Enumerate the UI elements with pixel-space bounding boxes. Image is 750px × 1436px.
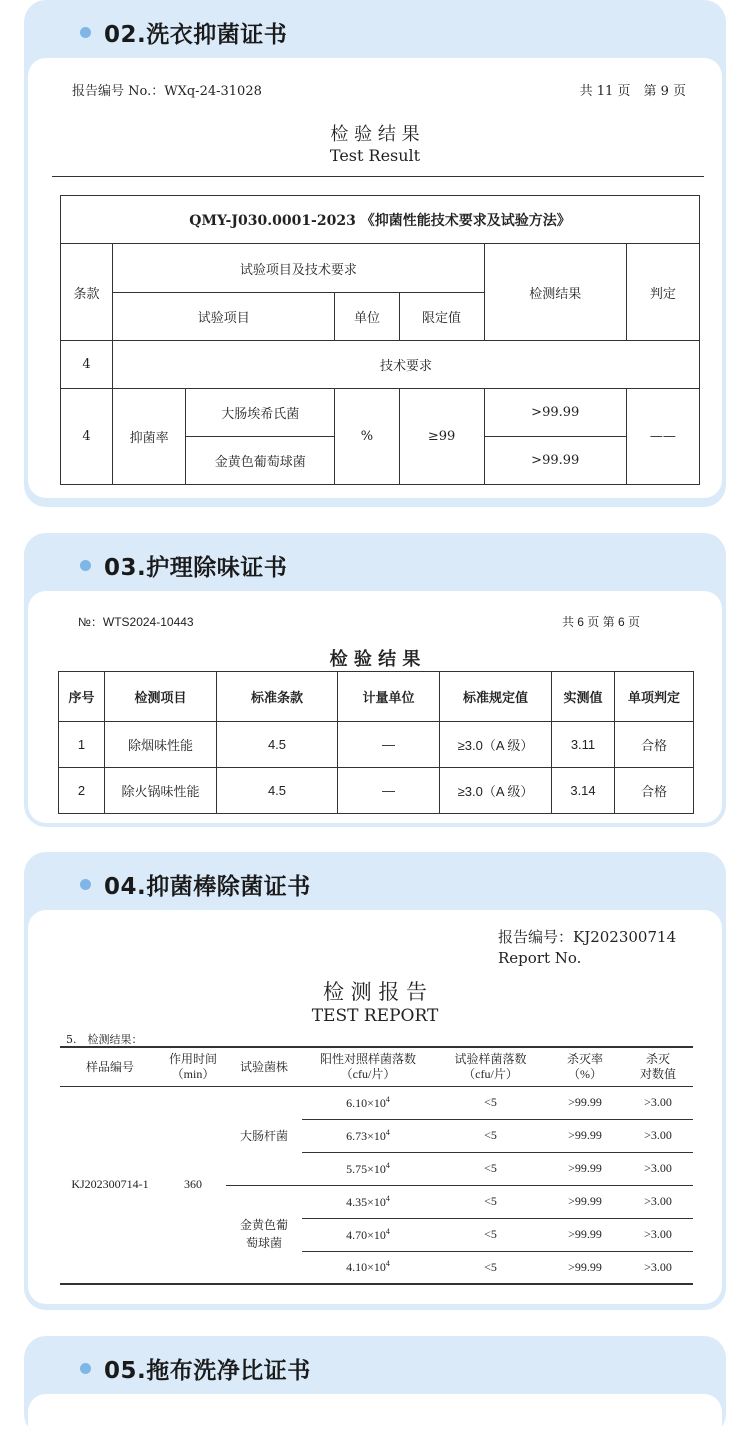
cell: ≥3.0（A 级） — [440, 722, 552, 768]
cell: — — [338, 768, 440, 814]
kill-rate: >99.99 — [547, 1086, 623, 1119]
exponent: 4 — [385, 1094, 390, 1104]
cell: 4.5 — [217, 768, 338, 814]
header-judgement: 判定 — [626, 244, 699, 341]
standard-title: QMY-J030.0001-2023 《抑菌性能技术要求及试验方法》 — [61, 196, 700, 244]
header-sample: 样品编号 — [85, 1060, 134, 1075]
kill-rate: >99.99 — [547, 1185, 623, 1218]
section-03-title: 03.护理除味证书 — [104, 555, 288, 581]
section-label: 5. 检测结果： — [66, 1033, 143, 1046]
header-time-line1: 作用时间 — [168, 1051, 217, 1066]
cell: 除烟味性能 — [105, 722, 217, 768]
test-count: <5 — [434, 1185, 547, 1218]
heading-divider — [52, 176, 704, 177]
section-04-document — [28, 910, 722, 1304]
header-cell: 标准条款 — [217, 672, 338, 722]
header-item: 试验项目 — [113, 293, 335, 341]
control-count — [302, 1119, 434, 1152]
header-control-line1: 阳性对照样菌落数 — [319, 1051, 416, 1066]
test-count: <5 — [434, 1218, 547, 1251]
exponent: 4 — [385, 1193, 390, 1203]
report-number: 报告编号 No.：WXq-24-31028 — [72, 84, 262, 99]
control-count — [302, 1218, 434, 1251]
kill-rate: >99.99 — [547, 1152, 623, 1185]
cell: 除火锅味性能 — [105, 768, 217, 814]
kill-log: >3.00 — [623, 1251, 693, 1284]
control-count — [302, 1086, 434, 1119]
kill-log: >3.00 — [623, 1185, 693, 1218]
header-cell: 计量单位 — [338, 672, 440, 722]
exponent: 4 — [385, 1127, 390, 1137]
heading-en: Test Result — [329, 146, 421, 165]
header-result: 检测结果 — [484, 244, 626, 341]
header-limit: 限定值 — [399, 293, 484, 341]
table-header-row — [59, 672, 694, 722]
table-row — [60, 1086, 693, 1119]
page-count: 共 11 页 第 9 页 — [579, 84, 686, 99]
row2-item: 抑菌率 — [113, 389, 186, 485]
deodorization-result-table — [58, 671, 694, 814]
table-header-row — [60, 1048, 693, 1086]
header-control-line2: （cfu/片） — [340, 1066, 396, 1081]
row2-limit: ≥99 — [399, 389, 484, 485]
header-kill-line2: （%） — [568, 1066, 602, 1081]
header-strain: 试验菌株 — [239, 1060, 288, 1075]
control-count — [302, 1185, 434, 1218]
bullet-dot-icon — [80, 1363, 91, 1374]
cell: 合格 — [615, 722, 694, 768]
control-value: 6.10×10 — [346, 1095, 386, 1110]
bullet-dot-icon — [80, 560, 91, 571]
cell: 1 — [59, 722, 105, 768]
cell: 4.5 — [217, 722, 338, 768]
row2-strain-2: 金黄色葡萄球菌 — [186, 437, 335, 485]
cell: 2 — [59, 768, 105, 814]
control-count — [302, 1251, 434, 1284]
cell: 3.11 — [552, 722, 615, 768]
strain-ecoli: 大肠杆菌 — [226, 1086, 302, 1185]
section-02-document — [28, 58, 722, 498]
kill-rate: >99.99 — [547, 1251, 623, 1284]
header-cell: 单项判定 — [615, 672, 694, 722]
control-value: 4.35×10 — [346, 1194, 386, 1209]
header-log-line1: 杀灭 — [645, 1051, 670, 1066]
action-time: 360 — [160, 1086, 226, 1284]
cell: 3.14 — [552, 768, 615, 814]
header-cell: 序号 — [59, 672, 105, 722]
header-kill-line1: 杀灭率 — [566, 1051, 603, 1066]
row2-unit: % — [335, 389, 399, 485]
section-02-title: 02.洗衣抑菌证书 — [104, 22, 288, 48]
exponent: 4 — [385, 1259, 390, 1269]
strain-staph-line1: 金黄色葡 — [239, 1218, 288, 1233]
section-04-title: 04.抑菌棒除菌证书 — [104, 874, 311, 900]
test-count: <5 — [434, 1119, 547, 1152]
heading-cn: 检 验 结 果 — [329, 649, 421, 670]
header-test-line1: 试验样菌落数 — [454, 1051, 527, 1066]
row2-judgement: —— — [626, 389, 699, 485]
page-count: 共 6 页 第 6 页 — [561, 615, 640, 629]
row2-result-1: >99.99 — [484, 389, 626, 437]
bullet-dot-icon — [80, 879, 91, 890]
section-03-card — [24, 533, 726, 827]
bullet-dot-icon — [80, 27, 91, 38]
strain-staph-line2: 萄球菌 — [245, 1236, 282, 1251]
heading-cn: 检 测 报 告 — [322, 980, 428, 1004]
header-kill-rate — [547, 1048, 623, 1086]
kill-log: >3.00 — [623, 1086, 693, 1119]
section-04-card — [24, 852, 726, 1310]
kill-log: >3.00 — [623, 1152, 693, 1185]
sample-id: KJ202300714-1 — [60, 1086, 160, 1284]
cell: — — [338, 722, 440, 768]
header-test-line2: （cfu/片） — [463, 1066, 518, 1081]
header-cell: 检测项目 — [105, 672, 217, 722]
header-test — [434, 1048, 547, 1086]
cell: ≥3.0（A 级） — [440, 768, 552, 814]
exponent: 4 — [385, 1226, 390, 1236]
header-time-line2: （min） — [171, 1066, 215, 1081]
heading-en: TEST REPORT — [311, 1006, 439, 1026]
test-count: <5 — [434, 1251, 547, 1284]
header-unit: 单位 — [335, 293, 399, 341]
cell: 合格 — [615, 768, 694, 814]
table-row — [59, 722, 694, 768]
header-control — [302, 1048, 434, 1086]
header-log — [623, 1048, 693, 1086]
row2-strain-1: 大肠埃希氏菌 — [186, 389, 335, 437]
test-count: <5 — [434, 1152, 547, 1185]
kill-log: >3.00 — [623, 1119, 693, 1152]
kill-rate: >99.99 — [547, 1119, 623, 1152]
heading-cn: 检 验 结 果 — [330, 124, 420, 145]
control-value: 4.10×10 — [346, 1260, 386, 1275]
sterilization-result-table — [60, 1048, 693, 1285]
report-number: №：WTS2024-10443 — [78, 615, 194, 629]
section-02-card — [24, 0, 726, 507]
control-value: 4.70×10 — [346, 1227, 386, 1242]
row2-result-2: >99.99 — [484, 437, 626, 485]
kill-log: >3.00 — [623, 1218, 693, 1251]
section-05-card — [24, 1336, 726, 1436]
report-number-en: Report No. — [498, 949, 582, 967]
section-05-title: 05.拖布洗净比证书 — [104, 1358, 311, 1384]
row1-requirement: 技术要求 — [113, 341, 700, 389]
table-row — [59, 768, 694, 814]
control-count — [302, 1152, 434, 1185]
exponent: 4 — [385, 1160, 390, 1170]
header-item-requirement: 试验项目及技术要求 — [113, 244, 485, 293]
header-time — [160, 1048, 226, 1086]
section-03-document — [28, 591, 722, 823]
row1-clause: 4 — [61, 341, 113, 389]
report-number: 报告编号：KJ202300714 — [498, 928, 677, 946]
header-clause: 条款 — [61, 244, 113, 341]
control-value: 6.73×10 — [346, 1128, 386, 1143]
strain-staph — [226, 1185, 302, 1284]
control-value: 5.75×10 — [346, 1161, 386, 1176]
header-cell: 实测值 — [552, 672, 615, 722]
antibacterial-result-table — [60, 195, 700, 485]
header-cell: 标准规定值 — [440, 672, 552, 722]
kill-rate: >99.99 — [547, 1218, 623, 1251]
test-count: <5 — [434, 1086, 547, 1119]
section-05-document — [28, 1394, 722, 1436]
header-log-line2: 对数值 — [639, 1066, 676, 1081]
row2-clause: 4 — [61, 389, 113, 485]
